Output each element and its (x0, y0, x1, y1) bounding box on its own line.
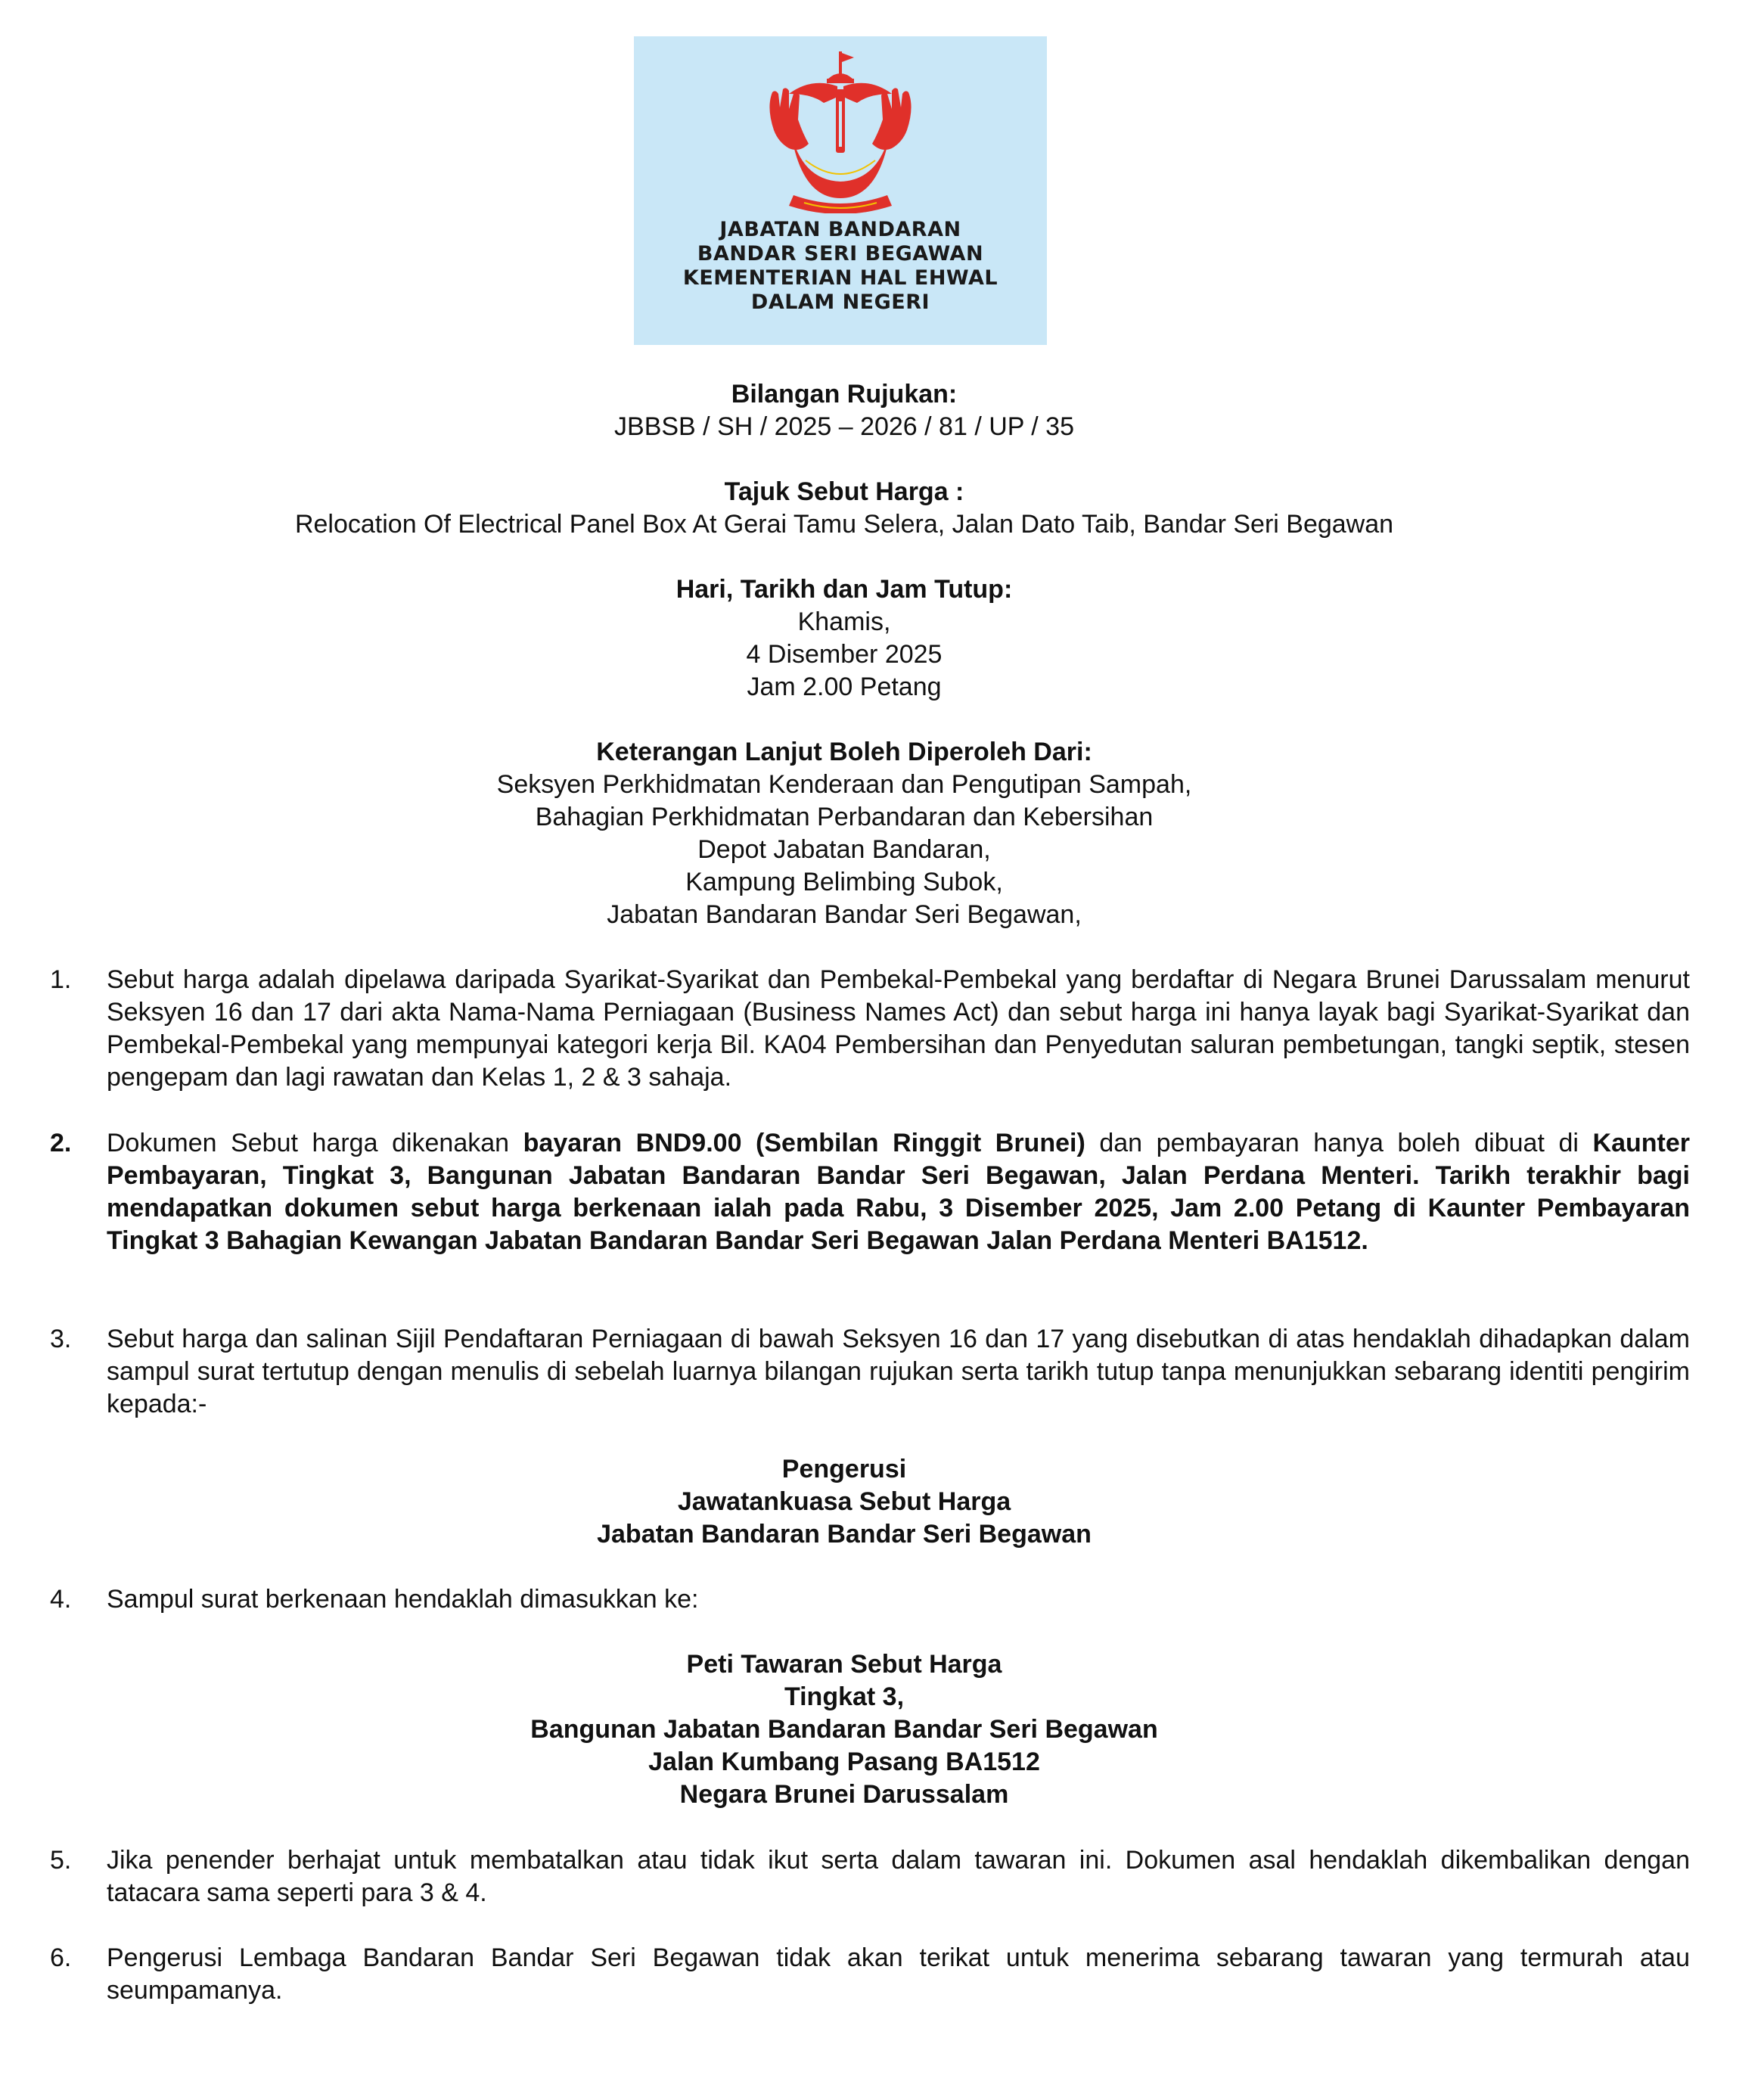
info-section (0, 736, 1688, 931)
paragraph-text: Sebut harga adalah dipelawa daripada Syarikat-Syarikat dan Pembekal-Pembekal yang berdaftar di Negara Brunei Darussalam menurut Seksyen 16 dan 17 dari akta Nama-Nama Perniagaan (Business Names Act) dan sebut harga ini hanya layak bagi Syarikat-Syarikat dan Pembekal-Pembekal yang mempunyai kategori kerja Bil. KA04 Pembersihan dan Penyedutan saluran pembetungan, tangki septik, stesen pengepam dan lagi rawatan dan Kelas 1, 2 & 3 sahaja. (107, 965, 1690, 1092)
department-logo (634, 36, 1047, 345)
paragraph-6 (50, 1942, 1690, 2007)
closing-date: 4 Disember 2025 (746, 640, 943, 669)
paragraph-4 (50, 1583, 1690, 1616)
title-label: Tajuk Sebut Harga : (724, 477, 964, 506)
paragraph-2 (50, 1127, 1690, 1257)
paragraph-1 (50, 964, 1690, 1094)
paragraph-text-part: dan pembayaran hanya boleh dibuat di (1085, 1129, 1593, 1157)
info-line: Seksyen Perkhidmatan Kenderaan dan Pengutipan Sampah, (496, 770, 1192, 799)
paragraph-number: 3. (50, 1325, 72, 1353)
logo-text (634, 218, 1047, 315)
info-line: Depot Jabatan Bandaran, (697, 835, 991, 864)
address-line: Bangunan Jabatan Bandaran Bandar Seri Begawan (530, 1715, 1158, 1744)
closing-day: Khamis, (797, 607, 891, 636)
paragraph-3 (50, 1323, 1690, 1421)
logo-line: JABATAN BANDARAN (719, 218, 961, 241)
logo-line: BANDAR SERI BEGAWAN (697, 242, 984, 266)
quotation-title: Relocation Of Electrical Panel Box At Gerai Tamu Selera, Jalan Dato Taib, Bandar Seri Begawan (294, 510, 1394, 539)
closing-section (0, 573, 1688, 704)
title-section (0, 476, 1688, 541)
info-label: Keterangan Lanjut Boleh Diperoleh Dari: (596, 738, 1092, 766)
brunei-crest-icon (759, 47, 922, 213)
paragraph-number: 5. (50, 1846, 72, 1875)
reference-number: JBBSB / SH / 2025 – 2026 / 81 / UP / 35 (614, 412, 1074, 441)
paragraph-text: Sebut harga dan salinan Sijil Pendaftaran Perniagaan di bawah Seksyen 16 dan 17 yang disebutkan di atas hendaklah dihadapkan dalam sampul surat tertutup dengan menulis di sebelah luarnya bilangan rujukan serta tarikh tutup tanpa menunjukkan sebarang identiti pengirim kepada:- (107, 1325, 1690, 1418)
paragraph-text (107, 1127, 1690, 1257)
logo-line: KEMENTERIAN HAL EHWAL (682, 266, 998, 290)
reference-section (0, 378, 1688, 443)
tender-box-address (0, 1648, 1688, 1811)
addressee-block (0, 1453, 1688, 1551)
info-line: Bahagian Perkhidmatan Perbandaran dan Kebersihan (535, 803, 1154, 831)
logo-line: DALAM NEGERI (750, 290, 930, 314)
addressee-line: Jabatan Bandaran Bandar Seri Begawan (597, 1520, 1092, 1549)
info-line: Jabatan Bandaran Bandar Seri Begawan, (607, 900, 1082, 929)
address-line: Peti Tawaran Sebut Harga (686, 1650, 1002, 1679)
address-line: Negara Brunei Darussalam (679, 1780, 1009, 1809)
payment-location: Kaunter Pembayaran, Tingkat 3, Bangunan Jabatan Bandaran Bandar Seri Begawan, Jalan Perdana Menteri. Tarikh terakhir bagi mendapatkan dokumen sebut harga berkenaan ialah pada Rabu, 3 Disember 2025, Jam 2.00 Petang di Kaunter Pembayaran Tingkat 3 Bahagian Kewangan Jabatan Bandaran Bandar Seri Begawan Jalan Perdana Menteri BA1512. (107, 1129, 1690, 1255)
paragraph-text: Pengerusi Lembaga Bandaran Bandar Seri Begawan tidak akan terikat untuk menerima sebarang tawaran yang termurah atau seumpamanya. (107, 1943, 1690, 2005)
closing-label: Hari, Tarikh dan Jam Tutup: (675, 575, 1013, 604)
payment-amount: bayaran BND9.00 (Sembilan Ringgit Brunei) (523, 1129, 1085, 1157)
paragraph-text: Jika penender berhajat untuk membatalkan atau tidak ikut serta dalam tawaran ini. Dokumen asal hendaklah dikembalikan dengan tatacara sama seperti para 3 & 4. (107, 1846, 1690, 1907)
paragraph-number: 1. (50, 965, 72, 994)
paragraph-number: 4. (50, 1585, 72, 1614)
paragraph-number: 2. (50, 1129, 72, 1157)
paragraph-text-part: Dokumen Sebut harga dikenakan (107, 1129, 523, 1157)
address-line: Jalan Kumbang Pasang BA1512 (648, 1747, 1040, 1776)
address-line: Tingkat 3, (784, 1682, 905, 1711)
paragraph-5 (50, 1844, 1690, 1909)
info-line: Kampung Belimbing Subok, (685, 868, 1003, 896)
paragraph-number: 6. (50, 1943, 72, 1972)
closing-time: Jam 2.00 Petang (747, 673, 942, 701)
paragraph-text: Sampul surat berkenaan hendaklah dimasukkan ke: (107, 1585, 699, 1614)
reference-label: Bilangan Rujukan: (731, 380, 958, 409)
addressee-line: Pengerusi (781, 1455, 907, 1483)
addressee-line: Jawatankuasa Sebut Harga (677, 1487, 1011, 1516)
